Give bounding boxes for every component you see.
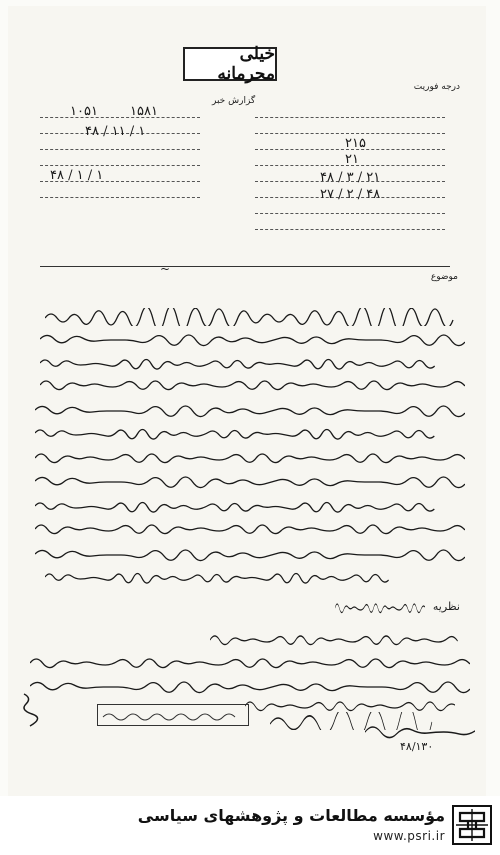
institute-name: مؤسسه مطالعات و پژوهشهای سیاسی xyxy=(137,806,445,825)
classification-stamp: خیلی محرمانه xyxy=(183,47,277,81)
handwriting-line xyxy=(40,353,465,371)
handwriting-line xyxy=(35,472,465,490)
date-handwritten: ۱ / ۱۱ / ۴۸ xyxy=(85,124,146,139)
handwriting-line xyxy=(30,676,470,694)
handwriting-line xyxy=(40,376,465,394)
footer-bar xyxy=(0,796,500,855)
subject-label: موضوع xyxy=(430,272,458,282)
date-handwritten: ۱ / ۱ / ۴۸ xyxy=(50,168,104,183)
handwriting-line xyxy=(35,496,465,514)
form-line xyxy=(40,197,200,198)
number-handwritten: ۲۱۵ xyxy=(345,136,366,151)
signature xyxy=(365,722,475,740)
form-line xyxy=(255,117,445,118)
handwriting-line xyxy=(35,400,465,418)
note-label: نظریه xyxy=(432,600,460,613)
form-line xyxy=(255,229,445,230)
handwriting-line xyxy=(35,448,465,466)
number-handwritten: ۱۵۸۱ xyxy=(130,104,158,119)
signature-date: ۴۸/۱۳۰ xyxy=(400,740,434,753)
form-line xyxy=(255,133,445,134)
number-handwritten: ۱۰۵۱ xyxy=(70,104,98,119)
date-handwritten: ۲۱ / ۳ / ۴۸ xyxy=(320,170,381,185)
report-label: گزارش خبر xyxy=(212,96,256,106)
handwriting-line xyxy=(30,654,470,672)
handwriting-line xyxy=(45,308,465,326)
handwriting-line xyxy=(335,598,425,616)
form-line xyxy=(40,149,200,150)
psri-logo-icon xyxy=(452,805,492,845)
handwriting-line xyxy=(210,630,460,648)
margin-scribble xyxy=(20,690,42,730)
number-handwritten: ۲۱ xyxy=(345,152,359,167)
priority-label: درجه فوریت xyxy=(413,82,460,92)
handwriting-line xyxy=(40,330,465,348)
date-handwritten: ۴۸ / ۲ / ۲۷ xyxy=(320,187,381,202)
subject-mark: ~ xyxy=(160,262,171,276)
handwriting-line xyxy=(35,520,465,538)
registration-stamp xyxy=(97,704,249,726)
handwriting-line xyxy=(45,568,415,586)
form-line xyxy=(40,165,200,166)
handwriting-line xyxy=(35,424,465,442)
divider xyxy=(40,266,450,267)
form-line xyxy=(255,213,445,214)
handwriting-line xyxy=(35,544,465,562)
institute-url[interactable]: www.psri.ir xyxy=(373,829,445,843)
form-line xyxy=(40,117,200,118)
